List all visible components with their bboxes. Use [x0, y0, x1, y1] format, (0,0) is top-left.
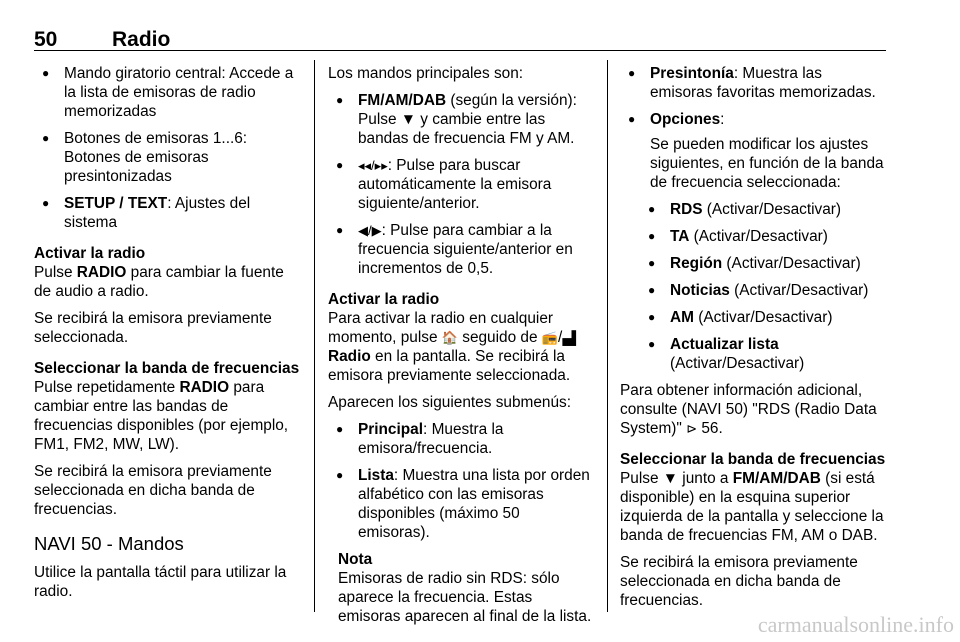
list-item: ● TA (Activar/Desactivar): [640, 227, 888, 246]
list-item: ● SETUP / TEXT: Ajustes del sistema: [34, 194, 302, 232]
column-3: [620, 64, 888, 618]
paragraph: Pulse repetidamente RADIO para cambiar entre las bandas de frecuencias disponibles (por ejemplo, FM1, FM2, MW, LW).: [34, 379, 289, 453]
home-icon: 🏠: [441, 330, 458, 345]
paragraph: Utilice la pantalla táctil para utilizar la radio.: [34, 564, 287, 600]
paragraph: Pulse ▼ junto a FM/AM/DAB (si está disponible) en la esquina superior izquierda de la pantalla y seleccione la banda de frecuencias FM, AM o DAB.: [620, 470, 884, 544]
section-heading: Activar la radio: [328, 291, 440, 308]
paragraph: Se recibirá la emisora previamente seleccionada.: [34, 310, 272, 346]
radio-icon: 📻: [541, 330, 559, 345]
paragraph: Aparecen los siguientes submenús:: [328, 394, 571, 411]
note-box: [338, 550, 594, 626]
list-item: ● Opciones: Se pueden modificar los ajustes siguientes, en función de la banda de frecuencia seleccionada:: [620, 110, 888, 192]
list-item: ● Principal: Muestra la emisora/frecuencia.: [328, 420, 594, 458]
list-item: ● Presintonía: Muestra las emisoras favoritas memorizadas.: [620, 64, 888, 102]
radio-bar-icon: ▄▌: [562, 330, 581, 345]
paragraph: Pulse RADIO para cambiar la fuente de audio a radio.: [34, 264, 284, 300]
page-number: 50: [34, 28, 58, 51]
section-heading: Seleccionar la banda de frecuencias: [34, 360, 300, 377]
column-divider: [607, 60, 608, 612]
section-title: NAVI 50 - Mandos: [34, 533, 184, 554]
paragraph: Se recibirá la emisora previamente seleccionada en dicha banda de frecuencias.: [34, 463, 272, 518]
list-item: ● RDS (Activar/Desactivar): [640, 200, 888, 219]
paragraph: Los mandos principales son:: [328, 65, 524, 82]
page-title: Radio: [112, 28, 171, 51]
list-item: ● Noticias (Activar/Desactivar): [640, 281, 888, 300]
list-item: ● Mando giratorio central: Accede a la lista de emisoras de radio memorizadas: [34, 64, 302, 121]
paragraph: Para activar la radio en cualquier momento, pulse 🏠 seguido de 📻/▄▌Radio en la pantalla. Se recibirá la emisora previamente seleccionada.: [328, 310, 581, 384]
note-text: Emisoras de radio sin RDS: sólo aparece la frecuencia. Estas emisoras aparecen al final de la lista.: [338, 570, 592, 625]
list-item: ● Actualizar lista (Activar/Desactivar): [640, 335, 888, 373]
list-item: ● Botones de emisoras 1...6: Botones de emisoras presintonizadas: [34, 129, 302, 186]
list-item: ● FM/AM/DAB (según la versión): Pulse ▼ y cambie entre las bandas de frecuencia FM y AM.: [328, 91, 594, 148]
list-item: ● Región (Activar/Desactivar): [640, 254, 888, 273]
list-item: ● AM (Activar/Desactivar): [640, 308, 888, 327]
page-header: [34, 22, 886, 51]
seek-icon: ◂◂/▸▸: [358, 158, 388, 173]
paragraph: Se pueden modificar los ajustes siguientes, en función de la banda de frecuencia seleccionada:: [650, 136, 884, 191]
list-item: ● ◂◂/▸▸: Pulse para buscar automáticamente la emisora siguiente/anterior.: [328, 156, 594, 213]
list-item: ● ◀/▶: Pulse para cambiar a la frecuencia siguiente/anterior en incrementos de 0,5.: [328, 221, 594, 278]
column-divider: [314, 60, 315, 612]
watermark: carmanualsonline.info: [757, 612, 954, 637]
list-item: ● Lista: Muestra una lista por orden alfabético con las emisoras disponibles (máximo 50 emisoras).: [328, 466, 594, 542]
step-icon: ◀/▶: [358, 223, 382, 238]
note-title: Nota: [338, 551, 373, 568]
paragraph: Se recibirá la emisora previamente seleccionada en dicha banda de frecuencias.: [620, 554, 858, 609]
section-heading: Seleccionar la banda de frecuencias: [620, 451, 886, 468]
page-ref-icon: ⊳: [686, 421, 698, 436]
paragraph: Para obtener información adicional, consulte (NAVI 50) "RDS (Radio Data System)" ⊳ 56.: [620, 382, 877, 437]
options-list: [640, 200, 888, 373]
column-1: [34, 64, 302, 609]
column-2: [328, 64, 594, 634]
section-heading: Activar la radio: [34, 245, 146, 262]
